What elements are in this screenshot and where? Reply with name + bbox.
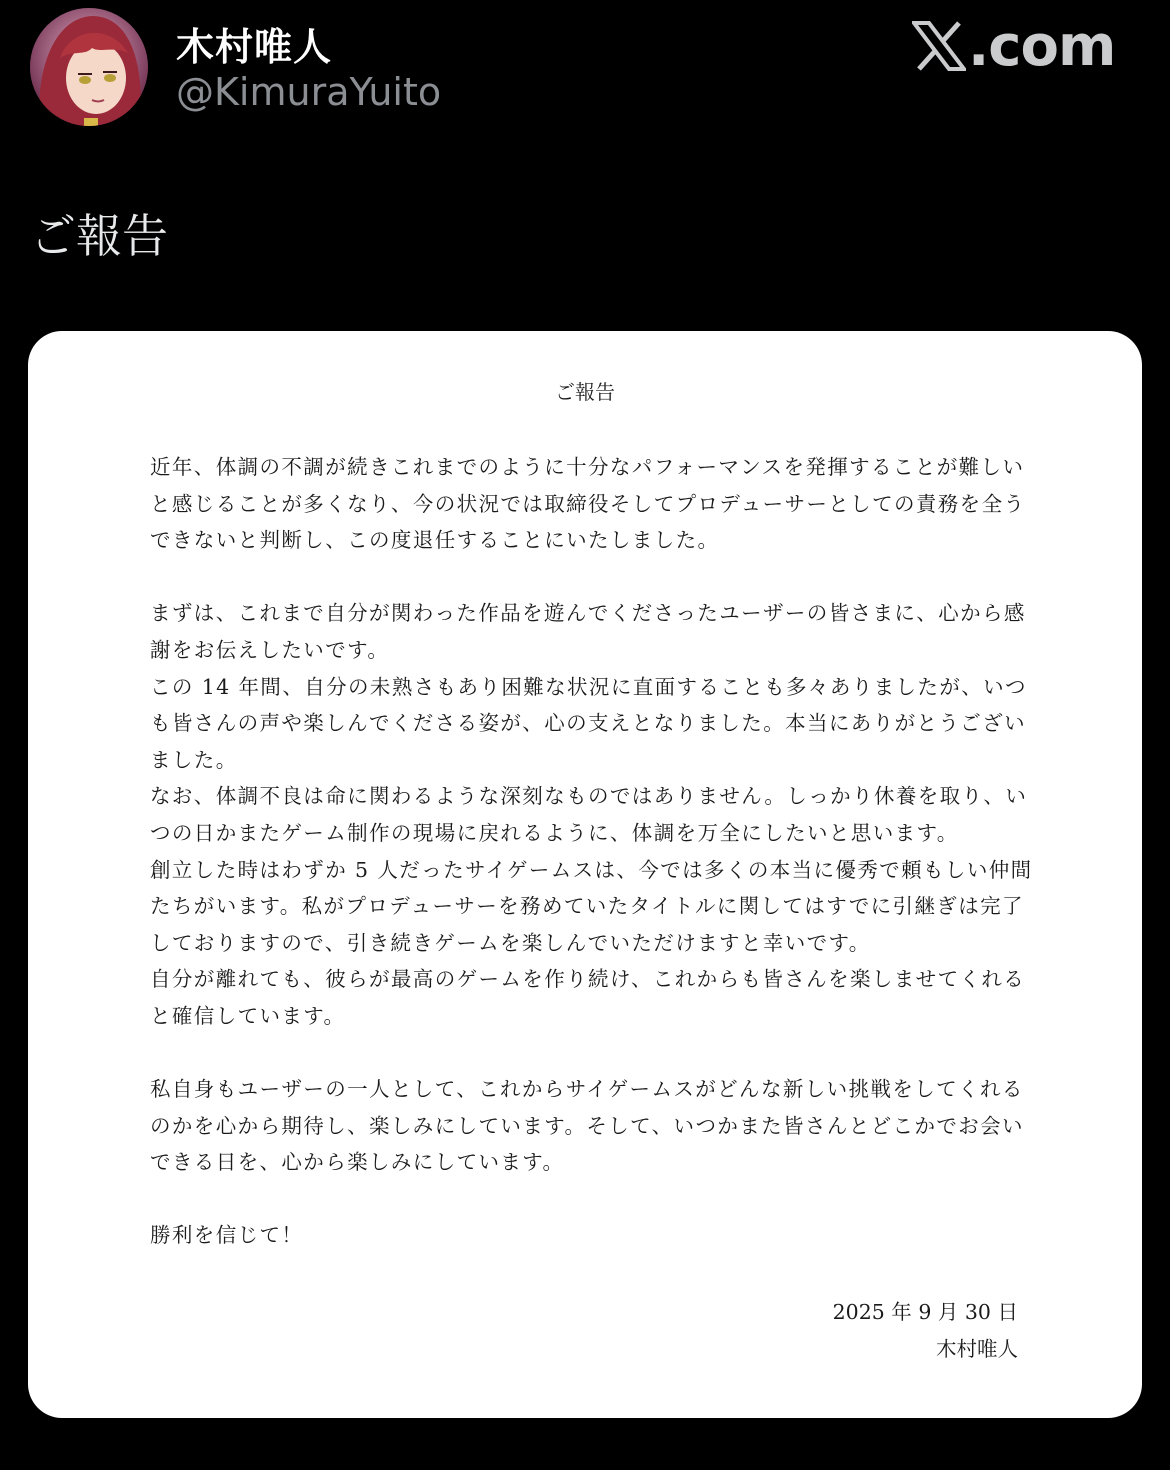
avatar[interactable]: [30, 8, 148, 126]
document-date: 2025 年 9 月 30 日: [832, 1300, 1018, 1324]
brand-domain: .com: [968, 13, 1116, 79]
document-line: なお、体調不良は命に関わるような深刻なものではありません。しっかり休養を取り、い: [150, 784, 1028, 809]
blank-line: [150, 1035, 1025, 1072]
display-name[interactable]: 木村唯人: [176, 25, 333, 69]
document-line: まずは、これまで自分が関わった作品を遊んでくださったユーザーの皆さまに、心から感: [150, 601, 1026, 626]
document-line: と感じることが多くなり、今の状況では取締役そしてプロデューサーとしての責務を全う: [150, 491, 1026, 516]
document-title: ご報告: [555, 380, 615, 404]
document-line: できる日を、心から楽しみにしています。: [150, 1150, 565, 1175]
post-text: ご報告: [30, 209, 168, 263]
blank-line: [150, 1181, 1025, 1218]
document-line: たちがいます。私がプロデューサーを務めていたタイトルに関してはすでに引継ぎは完了: [150, 894, 1024, 919]
tweet-header: [0, 0, 1170, 150]
document-signature: 木村唯人: [936, 1337, 1018, 1361]
user-handle[interactable]: @KimuraYuito: [176, 70, 442, 114]
document-line: のかを心から期待し、楽しみにしています。そして、いつかまた皆さんとどこかでお会い: [150, 1113, 1024, 1138]
document-line: しておりますので、引き続きゲームを楽しんでいただけますと幸いです。: [150, 930, 871, 955]
document-line: も皆さんの声や楽しんでくださる姿が、心の支えとなりました。本当にありがとうござい: [150, 711, 1026, 736]
document-line: 自分が離れても、彼らが最高のゲームを作り続け、これからも皆さんを楽しませてくれる: [150, 967, 1026, 992]
document-line: と確信しています。: [150, 1003, 346, 1028]
document-line: できないと判断し、この度退任することにいたしました。: [150, 528, 720, 553]
document-line: この 14 年間、自分の未熟さもあり困難な状況に直面することも多々ありましたが、いつ: [150, 674, 1027, 699]
x-brand: [912, 14, 1115, 78]
document-body: [150, 449, 1033, 1254]
document-line: 私自身もユーザーの一人として、これからサイゲームスがどんな新しい挑戦をしてくれる: [150, 1077, 1024, 1102]
document-line: 勝利を信じて！: [150, 1223, 304, 1248]
document-line: つの日かまたゲーム制作の現場に戻れるように、体調を万全にしたいと思います。: [150, 820, 959, 845]
document-line: 謝をお伝えしたいです。: [150, 637, 390, 662]
document-line: 近年、体調の不調が続きこれまでのように十分なパフォーマンスを発揮することが難しい: [150, 455, 1025, 479]
x-logo-icon: [912, 21, 966, 71]
blank-line: [150, 559, 1025, 596]
document-line: ました。: [150, 747, 238, 772]
document-line: 創立した時はわずか 5 人だったサイゲームスは、今では多くの本当に優秀で頼もしい仲間: [150, 857, 1033, 882]
avatar-anime-character-icon: [30, 8, 148, 126]
